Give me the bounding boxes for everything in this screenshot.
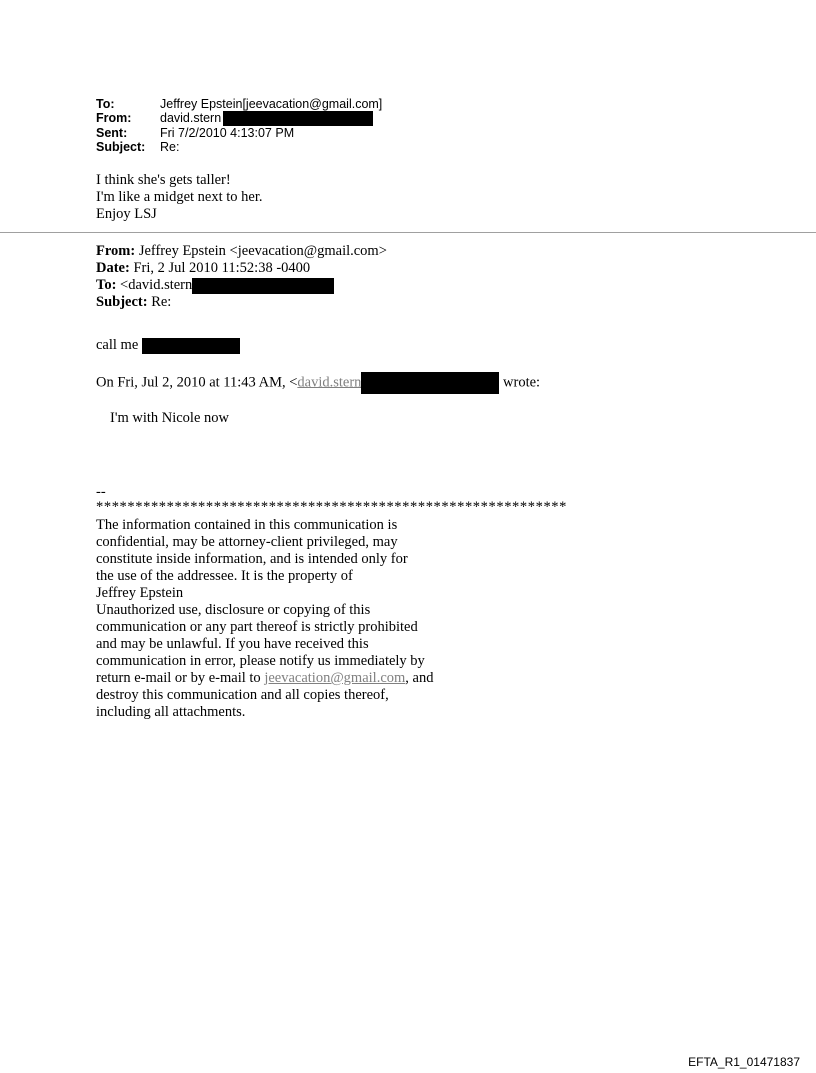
redaction-box [192,278,334,294]
quote-attribution [96,372,540,394]
disclaimer [96,517,567,721]
from-label: From: [96,111,132,125]
header-to-row [96,97,382,111]
from-value: david.stern [160,111,222,125]
disclaimer-line: communication in error, please notify us immediately by [96,653,425,669]
nested-quote: I'm with Nicole now [110,410,229,426]
sent-label: Sent: [96,126,128,140]
quoted-header [96,243,387,311]
email-header [96,97,382,154]
quoted-subject-value: Re: [151,294,172,310]
quoted-date-value: Fri, 2 Jul 2010 11:52:38 -0400 [133,260,311,276]
reply-line: I'm like a midget next to her. [96,189,263,205]
call-me-line [96,337,240,354]
redaction-box [223,111,373,126]
quoted-date-row [96,260,387,277]
attribution-email-link[interactable]: david.stern [297,374,362,391]
subject-label: Subject: [96,140,146,154]
divider [0,232,816,233]
reply-line: Enjoy LSJ [96,206,157,222]
document-id: EFTA_R1_01471837 [688,1055,800,1069]
quoted-from-row [96,243,387,260]
disclaimer-line: The information contained in this communication is [96,517,398,533]
disclaimer-line: communication or any part thereof is strictly prohibited [96,619,418,635]
disclaimer-link-prefix: return e-mail or by e-mail to [96,670,265,686]
header-subject-row [96,140,382,154]
disclaimer-line: including all attachments. [96,704,246,720]
to-value: Jeffrey Epstein[jeevacation@gmail.com] [160,97,383,111]
disclaimer-line: and may be unlawful. If you have received this [96,636,369,652]
header-sent-row [96,126,382,140]
disclaimer-link-line [96,670,567,687]
reply-body [96,172,263,223]
signature-block [96,484,567,721]
sent-value: Fri 7/2/2010 4:13:07 PM [160,126,295,140]
signature-stars: ************************************************************ [96,499,567,515]
to-label: To: [96,97,115,111]
quoted-date-label: Date: [96,260,130,276]
quoted-from-value: Jeffrey Epstein <jeevacation@gmail.com> [138,243,387,259]
disclaimer-link-suffix: , and [405,670,434,686]
disclaimer-line: destroy this communication and all copies thereof, [96,687,389,703]
quoted-subject-row [96,294,387,311]
call-me-text: call me [96,337,139,353]
disclaimer-email-link[interactable]: jeevacation@gmail.com [264,670,406,686]
redaction-box [142,338,240,354]
signature-dashes: -- [96,484,106,500]
disclaimer-line: confidential, may be attorney-client privileged, may [96,534,398,550]
header-from-row [96,111,382,126]
disclaimer-line: Unauthorized use, disclosure or copying of this [96,602,371,618]
quoted-to-value: <david.stern [120,277,193,293]
quoted-from-label: From: [96,243,136,259]
attribution-suffix: wrote: [503,374,541,391]
quoted-subject-label: Subject: [96,294,148,310]
subject-value: Re: [160,140,180,154]
reply-line: I think she's gets taller! [96,172,231,188]
attribution-prefix: On Fri, Jul 2, 2010 at 11:43 AM, < [96,374,298,391]
redaction-box [361,372,499,394]
disclaimer-line: the use of the addressee. It is the property of [96,568,353,584]
quoted-to-label: To: [96,277,117,293]
disclaimer-line: Jeffrey Epstein [96,585,184,601]
disclaimer-line: constitute inside information, and is intended only for [96,551,408,567]
quoted-to-row [96,277,387,294]
